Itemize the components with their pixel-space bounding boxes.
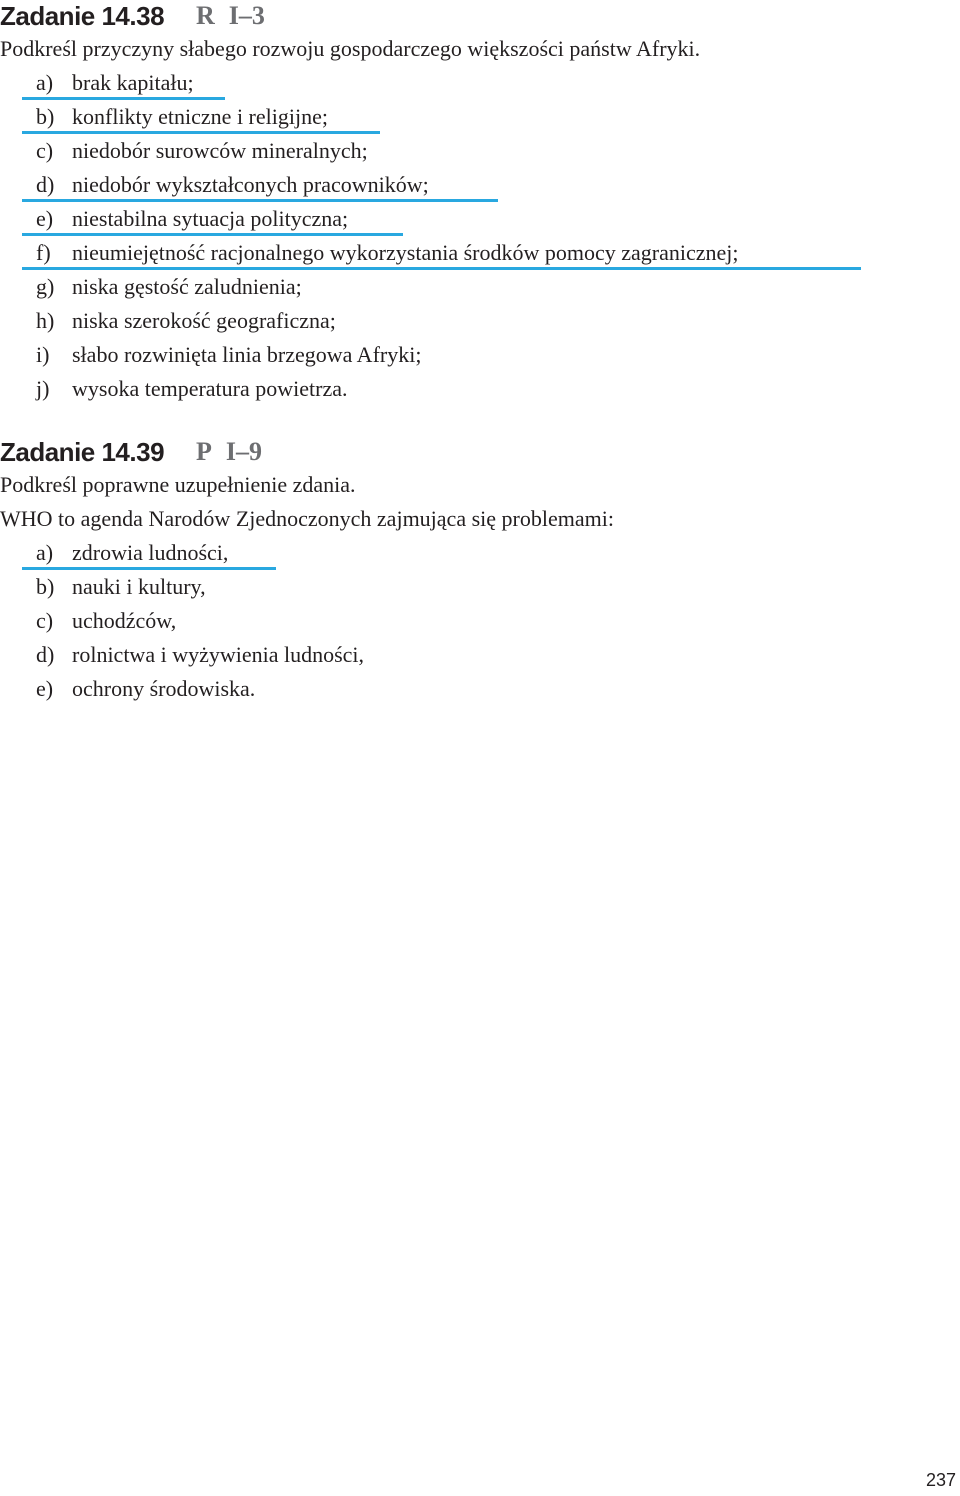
option-text: niska szerokość geograficzna;: [72, 308, 336, 333]
option-letter: e): [36, 676, 54, 701]
option-letter: d): [36, 172, 55, 197]
option-text: wysoka temperatura powietrza.: [72, 376, 348, 401]
task-title: Zadanie 14.39: [0, 437, 165, 467]
answer-options: [0, 66, 960, 406]
option-letter: a): [36, 540, 54, 565]
page-number: 237: [925, 1470, 956, 1490]
option-text: zdrowia ludności,: [72, 540, 229, 565]
level-letter: R: [196, 1, 215, 30]
option-text: brak kapitału;: [72, 70, 194, 95]
option-text: rolnictwa i wyżywienia ludności,: [72, 642, 365, 667]
option-letter: c): [36, 138, 54, 163]
level-letter: P: [196, 437, 212, 466]
option-b[interactable]: [0, 570, 960, 604]
task-14-39: [0, 436, 960, 706]
task-prompt: WHO to agenda Narodów Zjednoczonych zajmująca się problemami:: [0, 506, 614, 531]
option-letter: b): [36, 574, 55, 599]
option-d[interactable]: [0, 638, 960, 672]
option-text: uchodźców,: [72, 608, 177, 633]
option-text: niestabilna sytuacja polityczna;: [72, 206, 349, 231]
option-letter: b): [36, 104, 55, 129]
option-e[interactable]: [0, 672, 960, 706]
option-letter: j): [36, 376, 50, 401]
option-letter: i): [36, 342, 50, 367]
option-text: niedobór wykształconych pracowników;: [72, 172, 429, 197]
task-instruction: Podkreśl przyczyny słabego rozwoju gospodarczego większości państw Afryki.: [0, 36, 701, 61]
option-text: nieumiejętność racjonalnego wykorzystania środków pomocy zagranicznej;: [72, 240, 739, 265]
task-14-38: [0, 0, 960, 406]
option-text: nauki i kultury,: [72, 574, 206, 599]
task-header: [0, 436, 960, 468]
option-e[interactable]: [0, 202, 960, 236]
option-letter: g): [36, 274, 55, 299]
option-h[interactable]: [0, 304, 960, 338]
option-text: słabo rozwinięta linia brzegowa Afryki;: [72, 342, 422, 367]
option-letter: f): [36, 240, 51, 265]
option-text: niedobór surowców mineralnych;: [72, 138, 368, 163]
option-letter: h): [36, 308, 55, 333]
task-level: [196, 0, 265, 32]
task-title: Zadanie 14.38: [0, 1, 165, 31]
option-letter: c): [36, 608, 54, 633]
option-c[interactable]: [0, 604, 960, 638]
task-header: [0, 0, 960, 32]
option-j[interactable]: [0, 372, 960, 406]
option-letter: e): [36, 206, 54, 231]
option-d[interactable]: [0, 168, 960, 202]
option-f[interactable]: [0, 236, 960, 270]
task-level: [196, 436, 262, 468]
option-text: ochrony środowiska.: [72, 676, 256, 701]
option-text: konflikty etniczne i religijne;: [72, 104, 328, 129]
level-code: I–3: [228, 1, 265, 30]
answer-options: [0, 536, 960, 706]
option-text: niska gęstość zaludnienia;: [72, 274, 302, 299]
option-c[interactable]: [0, 134, 960, 168]
option-i[interactable]: [0, 338, 960, 372]
option-b[interactable]: [0, 100, 960, 134]
option-letter: d): [36, 642, 55, 667]
option-a[interactable]: [0, 66, 960, 100]
task-instruction: Podkreśl poprawne uzupełnienie zdania.: [0, 472, 356, 497]
option-g[interactable]: [0, 270, 960, 304]
level-code: I–9: [225, 437, 263, 466]
option-a[interactable]: [0, 536, 960, 570]
option-letter: a): [36, 70, 54, 95]
